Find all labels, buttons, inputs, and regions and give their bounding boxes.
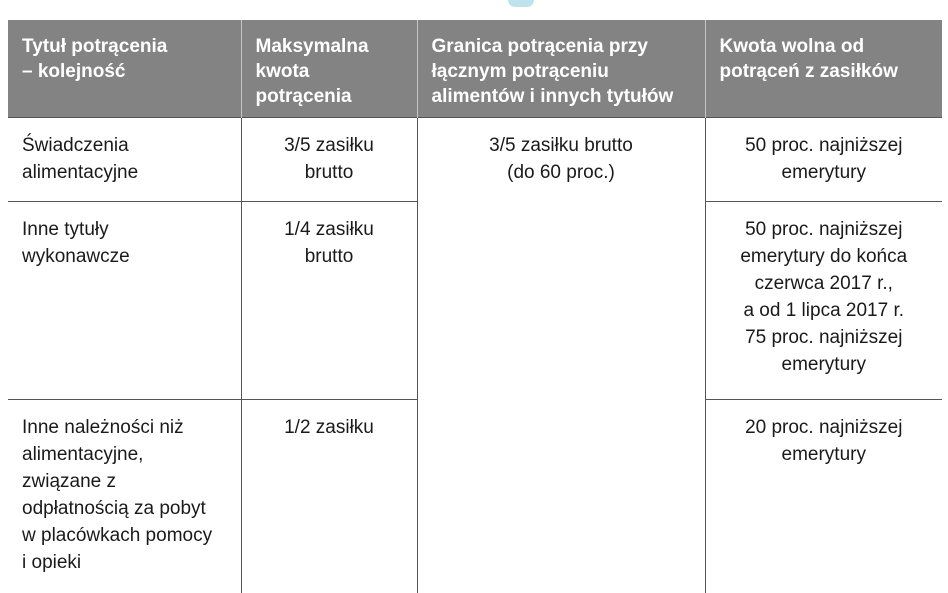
table-row — [8, 117, 942, 201]
row-free-amount-cell: 50 proc. najniższej emerytury — [705, 117, 942, 201]
header-title-order: Tytuł potrącenia – kolejność — [8, 20, 241, 117]
row-title-cell: Inne należności niż alimentacyjne, związane z odpłatnością za pobyt w placówkach pomocy i opieki — [8, 399, 241, 593]
row-max-amount-cell: 1/4 zasiłku brutto — [241, 201, 417, 399]
combined-limit-cell: 3/5 zasiłku brutto (do 60 proc.) — [417, 117, 705, 593]
header-row — [8, 20, 942, 117]
deductions-table — [8, 20, 942, 593]
header-max-amount: Maksymalna kwota potrącenia — [241, 20, 417, 117]
row-title-cell: Świadczenia alimentacyjne — [8, 117, 241, 201]
header-combined-limit: Granica potrącenia przy łącznym potrąceniu alimentów i innych tytułów — [417, 20, 705, 117]
row-free-amount-cell: 20 proc. najniższej emerytury — [705, 399, 942, 593]
row-max-amount-cell: 1/2 zasiłku — [241, 399, 417, 593]
row-max-amount-cell: 3/5 zasiłku brutto — [241, 117, 417, 201]
row-title-cell: Inne tytuły wykonawcze — [8, 201, 241, 399]
header-free-amount: Kwota wolna od potrąceń z zasiłków — [705, 20, 942, 117]
row-free-amount-cell: 50 proc. najniższej emerytury do końca czerwca 2017 r., a od 1 lipca 2017 r. 75 proc. najniższej emerytury — [705, 201, 942, 399]
top-accent-shape — [508, 0, 534, 7]
